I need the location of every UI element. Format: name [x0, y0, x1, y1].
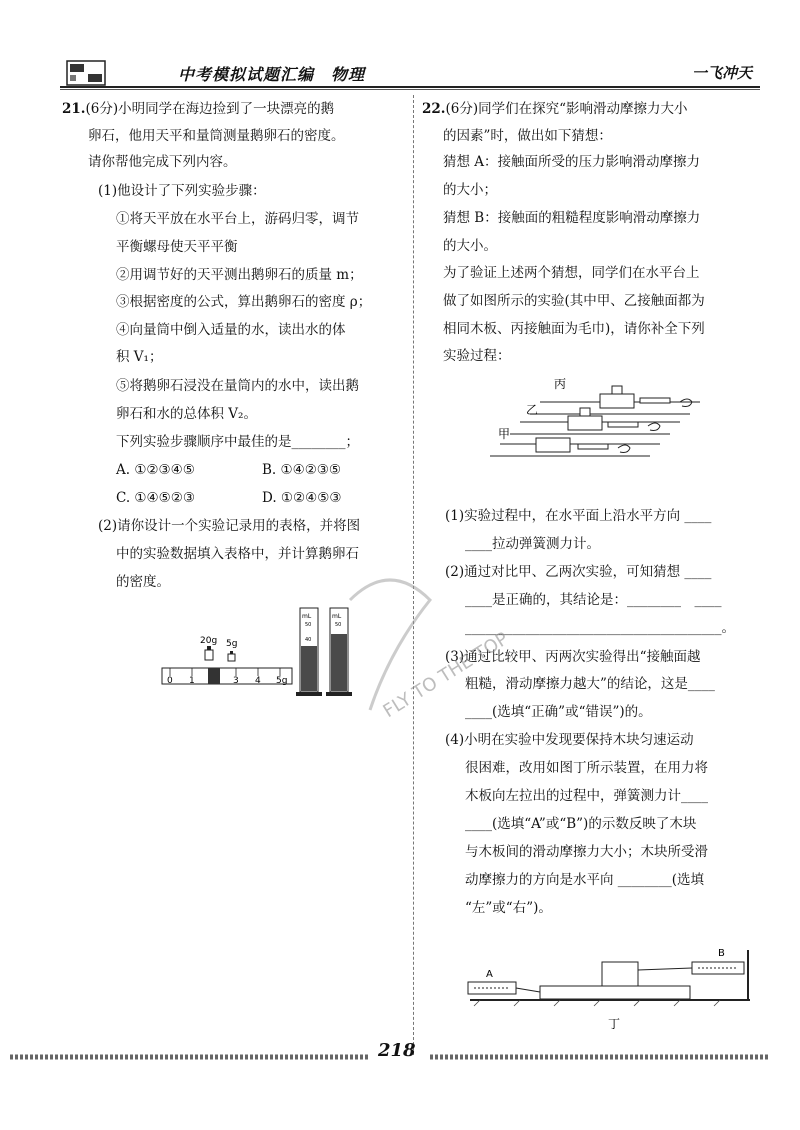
q21-part-2c: 的密度。 — [116, 574, 170, 590]
q22-guess-a-1: 猜想 A：接触面所受的压力影响滑动摩擦力 — [443, 154, 701, 170]
friction-experiment-figure — [490, 372, 710, 482]
q21-stem-1: 小明同学在海边捡到了一块漂亮的鹅 — [118, 101, 335, 117]
q21-option-a: A. ①②③④⑤ — [116, 462, 195, 478]
q22-verify-2: 做了如图所示的实验(其中甲、乙接触面都为 — [443, 293, 705, 309]
q22-guess-a-2: 的大小； — [443, 182, 497, 198]
q21-best-order-question: 下列实验步骤顺序中最佳的是________； — [116, 434, 359, 450]
q21-part-1: (1)他设计了下列实验步骤： — [98, 183, 266, 199]
q21-step-4b: 积 V₁； — [116, 349, 163, 365]
q22-verify-4: 实验过程： — [443, 348, 511, 364]
q22-part-4d: ____(选填“A”或“B”)的示数反映了木块 — [465, 816, 697, 832]
q22-part-4g: “左”或“右”)。 — [465, 900, 552, 916]
q21-step-1b: 平衡螺母使天平平衡 — [116, 239, 238, 255]
rider-icon — [208, 668, 220, 684]
cylinder-1-unit: mL — [302, 613, 312, 620]
cylinder-1-mark-50: 50 — [305, 622, 312, 628]
q22-part-4c: 木板向左拉出的过程中，弹簧测力计____ — [465, 788, 708, 804]
spring-scale-b — [638, 948, 744, 974]
scale-tick-5g: 5g — [276, 676, 288, 686]
balance-figure — [160, 632, 295, 694]
weight-5g — [226, 639, 237, 661]
q22-score: (6分) — [445, 101, 479, 117]
series-logo-icon — [66, 60, 106, 86]
cylinder-2-mark-50: 50 — [335, 622, 342, 628]
scale-tick-3: 3 — [233, 676, 239, 686]
scale-tick-4: 4 — [255, 676, 261, 686]
q21-step-3: ③根据密度的公式，算出鹅卵石的密度 ρ； — [116, 294, 372, 310]
q22-verify-3: 相同木板、丙接触面为毛巾)，请你补全下列 — [443, 321, 705, 337]
label-bing: 丙 — [554, 377, 567, 391]
q22-stem-line-2: 的因素”时，做出如下猜想： — [443, 128, 612, 144]
q21-step-5b: 卵石和水的总体积 V₂。 — [116, 406, 257, 422]
wooden-board — [540, 986, 690, 999]
cylinder-1 — [296, 608, 322, 696]
footer-pattern-right — [430, 1052, 770, 1062]
weight-20g-label: 20g — [200, 636, 218, 646]
q22-part-4a: (4)小明在实验中发现要保持木块匀速运动 — [445, 732, 694, 748]
label-jia: 甲 — [498, 427, 511, 441]
q21-step-1a: ①将天平放在水平台上，游码归零，调节 — [116, 211, 359, 227]
q22-guess-b-1: 猜想 B：接触面的粗糙程度影响滑动摩擦力 — [443, 210, 701, 226]
header-rule — [60, 86, 760, 88]
footer-pattern-left — [10, 1052, 370, 1062]
q22-guess-b-2: 的大小。 — [443, 238, 497, 254]
q22-stem-line-1 — [422, 100, 688, 118]
q22-part-2b: ____是正确的，其结论是：________ ____ — [465, 592, 722, 608]
q22-part-4f: 动摩擦力的方向是水平向 ________(选填 — [465, 872, 705, 888]
q21-number: 21. — [62, 101, 86, 117]
figure-ding-caption: 丁 — [608, 1017, 621, 1031]
q22-part-1a: (1)实验过程中，在水平面上沿水平方向 ____ — [445, 508, 712, 524]
q22-part-3a: (3)通过比较甲、丙两次实验得出“接触面越 — [445, 649, 701, 665]
cylinder-1-mark-40: 40 — [305, 637, 312, 643]
q22-part-4b: 很困难，改用如图丁所示装置，在用力将 — [465, 760, 708, 776]
q21-step-2: ②用调节好的天平测出鹅卵石的质量 m； — [116, 267, 363, 283]
setup-bing — [554, 377, 670, 408]
brand-name: 一飞冲天 — [691, 64, 752, 82]
label-b: B — [718, 948, 725, 959]
weight-5g-label: 5g — [226, 639, 238, 649]
q21-step-4a: ④向量筒中倒入适量的水，读出水的体 — [116, 322, 346, 338]
spring-scale-a — [468, 969, 540, 994]
q22-part-4e: 与木板间的滑动摩擦力大小；木块所受滑 — [465, 844, 708, 860]
q22-part-1b: ____拉动弹簧测力计。 — [465, 536, 600, 552]
q22-number: 22. — [422, 101, 446, 117]
q22-part-3c: ____(选填“正确”或“错误”)的。 — [465, 704, 652, 720]
header-rule-thin — [60, 89, 760, 90]
q21-option-d: D. ①②④⑤③ — [262, 490, 342, 506]
page-number: 218 — [378, 1040, 416, 1061]
q21-option-b: B. ①④②③⑤ — [262, 462, 342, 478]
q22-stem-1: 同学们在探究“影响滑动摩擦力大小 — [478, 101, 688, 117]
q22-verify-1: 为了验证上述两个猜想，同学们在水平台上 — [443, 265, 700, 281]
q21-part-2b: 中的实验数据填入表格中，并计算鹅卵石 — [116, 546, 359, 562]
figure-ding — [460, 940, 760, 1035]
page-header — [60, 58, 760, 88]
setup-jia — [498, 427, 608, 452]
weight-20g — [200, 636, 217, 660]
q21-score: (6分) — [85, 101, 119, 117]
q21-step-5a: ⑤将鹅卵石浸没在量筒内的水中，读出鹅 — [116, 378, 359, 394]
q21-part-2a: (2)请你设计一个实验记录用的表格，并将图 — [98, 518, 361, 534]
wooden-block — [602, 962, 638, 986]
q22-part-3b: 粗糙，滑动摩擦力越大”的结论，这是____ — [465, 676, 715, 692]
q22-part-2c: ______________________________________。 — [465, 620, 735, 636]
label-a: A — [486, 969, 493, 980]
label-yi: 乙 — [526, 403, 539, 417]
q22-part-2a: (2)通过对比甲、乙两次实验，可知猜想 ____ — [445, 564, 712, 580]
beam-scale — [162, 668, 292, 684]
q21-stem-line-1 — [62, 100, 334, 118]
cylinder-2-unit: mL — [332, 613, 342, 620]
q21-option-c: C. ①④⑤②③ — [116, 490, 195, 506]
scale-tick-0: 0 — [167, 676, 173, 686]
q21-stem-line-2: 卵石，他用天平和量筒测量鹅卵石的密度。 — [88, 128, 345, 144]
watermark-text: FLY TO THE TOP — [379, 628, 513, 723]
book-title: 中考模拟试题汇编 物理 — [178, 65, 366, 84]
scale-tick-1: 1 — [189, 676, 195, 686]
watermark — [320, 530, 550, 730]
q21-stem-line-3: 请你帮他完成下列内容。 — [88, 154, 237, 170]
